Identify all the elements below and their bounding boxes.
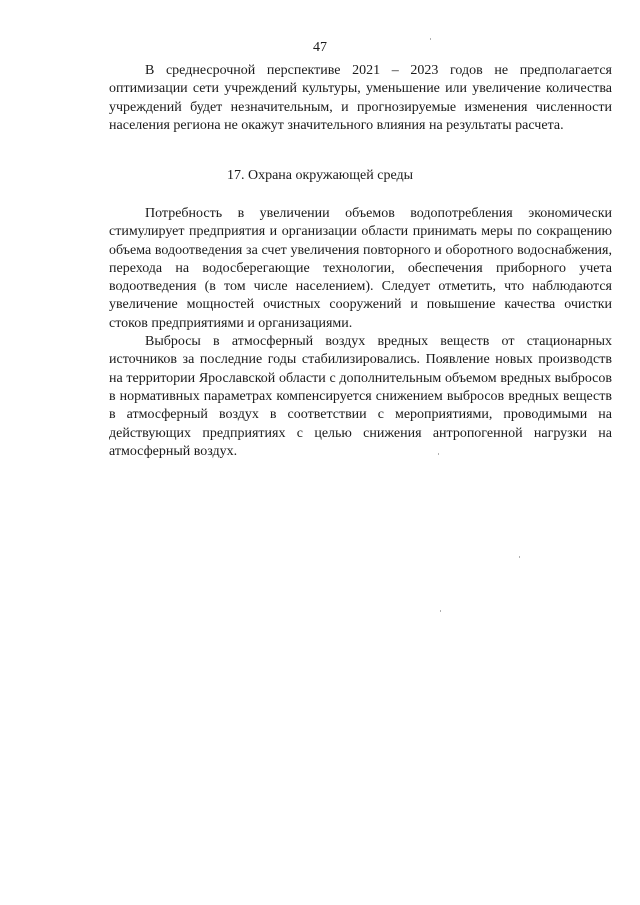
scan-speck bbox=[440, 610, 441, 612]
intro-paragraph: В среднесрочной перспективе 2021 – 2023 годов не предполагается оптимизации сети учреждений культуры, уменьшение или увеличение количества учреждений будет незначительным, и прогнозируемые изменения численности населения региона не окажут значительного влияния на результаты расчета. bbox=[109, 63, 612, 133]
section-paragraph-2: Выбросы в атмосферный воздух вредных веществ от стационарных источников за последние годы стабилизировались. Появление новых производств на территории Ярославской области с дополнительным объемом вредных выбросов в нормативных параметрах компенсируется снижением выбросов вредных веществ в атмосферный воздух в соответствии с мероприятиями, проводимыми на действующих предприятиях с целью снижения антропогенной нагрузки на атмосферный воздух. bbox=[109, 334, 612, 459]
section-paragraph-1: Потребность в увеличении объемов водопотребления экономически стимулирует предприятия и организации области принимать меры по сокращению объема водоотведения за счет увеличения повторного и оборотного водоснабжения, перехода на водосберегающие технологии, обеспечения приборного учета водоотведения (в том числе населением). Следует отметить, что наблюдаются увеличение мощностей очистных сооружений и повышение качества очистки стоков предприятиями и организациями. bbox=[109, 206, 612, 331]
section-body bbox=[109, 205, 612, 461]
scan-speck bbox=[519, 556, 520, 558]
intro-text-block bbox=[109, 62, 612, 135]
section-heading: 17. Охрана окружающей среды bbox=[226, 168, 414, 183]
scan-speck bbox=[430, 38, 431, 40]
page-number: 47 bbox=[313, 40, 327, 55]
scan-speck bbox=[438, 453, 439, 455]
